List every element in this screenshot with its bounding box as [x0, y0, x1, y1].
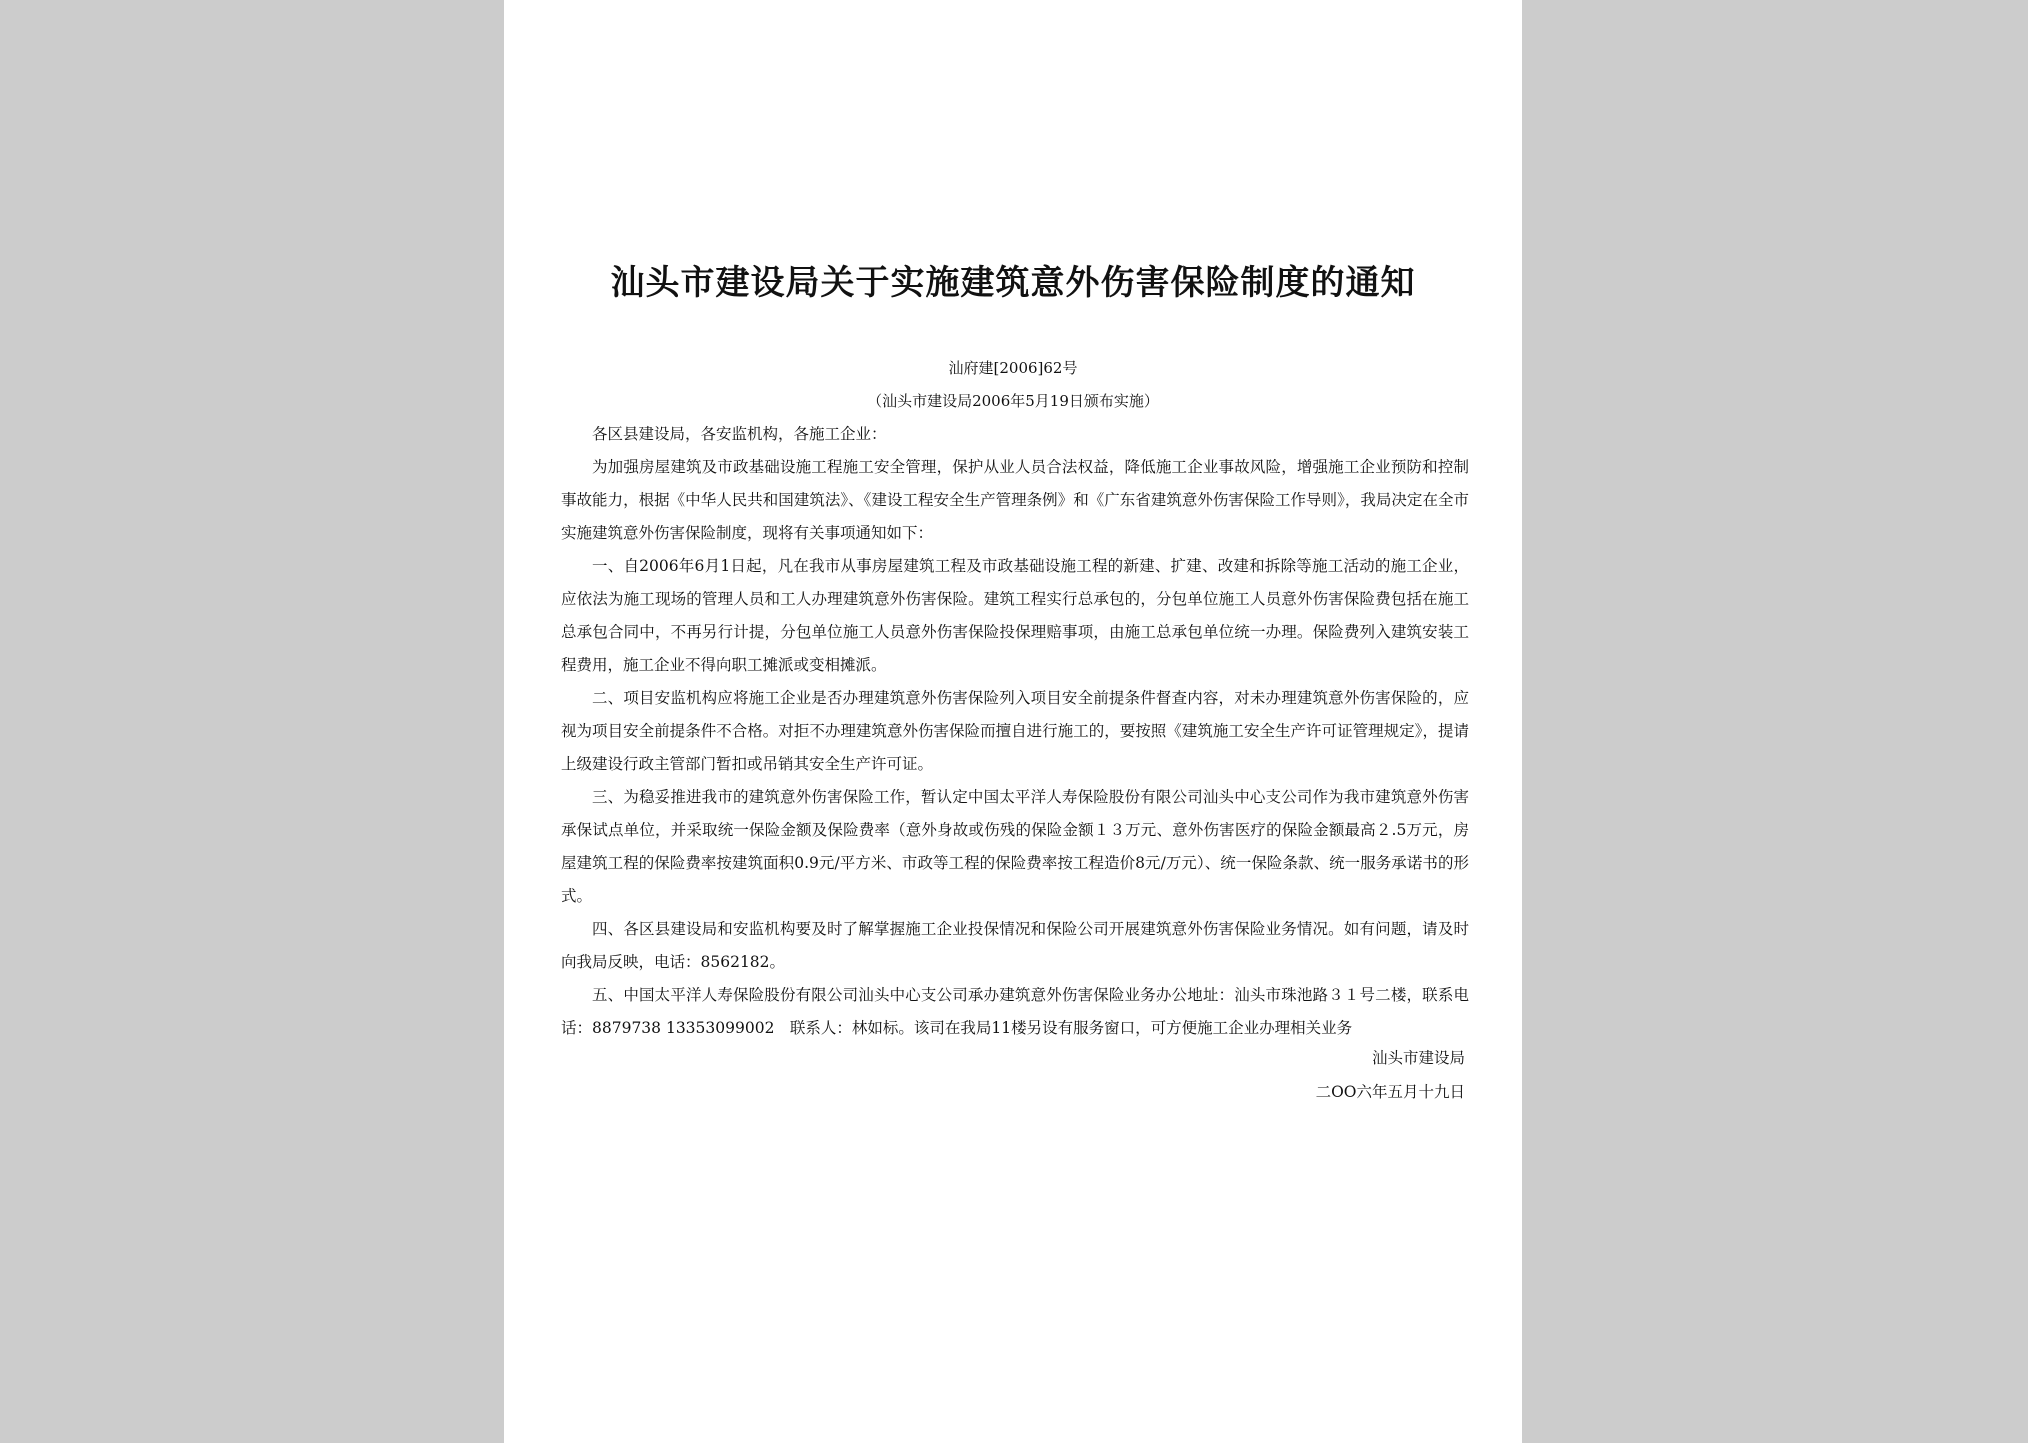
- paragraph-intro: 为加强房屋建筑及市政基础设施工程施工安全管理，保护从业人员合法权益，降低施工企业事故风险，增强施工企业预防和控制事故能力，根据《中华人民共和国建筑法》、《建设工程安全生产管理条例》和《广东省建筑意外伤害保险工作导则》，我局决定在全市实施建筑意外伤害保险制度，现将有关事项通知如下：: [561, 458, 1469, 542]
- paragraph-item-5: 五、中国太平洋人寿保险股份有限公司汕头中心支公司承办建筑意外伤害保险业务办公地址：汕头市珠池路３１号二楼，联系电话：8879738 13353099002 联系人：林如标。该司在我局11楼另设有服务窗口，可方便施工企业办理相关业务: [561, 986, 1469, 1037]
- document-body: [561, 418, 1469, 1045]
- document-number: 汕府建[2006]62号: [948, 359, 1078, 377]
- paragraph-item-1: 一、自2006年6月1日起，凡在我市从事房屋建筑工程及市政基础设施工程的新建、扩建、改建和拆除等施工活动的施工企业，应依法为施工现场的管理人员和工人办理建筑意外伤害保险。建筑工程实行总承包的，分包单位施工人员意外伤害保险费包括在施工总承包合同中，不再另行计提，分包单位施工人员意外伤害保险投保理赔事项，由施工总承包单位统一办理。保险费列入建筑安装工程费用，施工企业不得向职工摊派或变相摊派。: [561, 557, 1469, 674]
- signature-date: 二OO六年五月十九日: [1315, 1083, 1465, 1101]
- document-page: [504, 0, 1522, 1443]
- signature-organization: 汕头市建设局: [1371, 1049, 1465, 1067]
- paragraph-item-3: 三、为稳妥推进我市的建筑意外伤害保险工作，暂认定中国太平洋人寿保险股份有限公司汕头中心支公司作为我市建筑意外伤害承保试点单位，并采取统一保险金额及保险费率（意外身故或伤残的保险金额１３万元、意外伤害医疗的保险金额最高２.5万元，房屋建筑工程的保险费率按建筑面积0.9元/平方米、市政等工程的保险费率按工程造价8元/万元）、统一保险条款、统一服务承诺书的形式。: [561, 788, 1469, 905]
- issue-note: （汕头市建设局2006年5月19日颁布实施）: [867, 392, 1159, 410]
- paragraph-item-4: 四、各区县建设局和安监机构要及时了解掌握施工企业投保情况和保险公司开展建筑意外伤害保险业务情况。如有问题，请及时向我局反映，电话：8562182。: [561, 920, 1469, 971]
- paragraph-item-2: 二、项目安监机构应将施工企业是否办理建筑意外伤害保险列入项目安全前提条件督查内容，对未办理建筑意外伤害保险的，应视为项目安全前提条件不合格。对拒不办理建筑意外伤害保险而擅自进行施工的，要按照《建筑施工安全生产许可证管理规定》，提请上级建设行政主管部门暂扣或吊销其安全生产许可证。: [561, 689, 1469, 773]
- document-title: 汕头市建设局关于实施建筑意外伤害保险制度的通知: [610, 263, 1416, 303]
- salutation: 各区县建设局，各安监机构，各施工企业：: [592, 425, 887, 443]
